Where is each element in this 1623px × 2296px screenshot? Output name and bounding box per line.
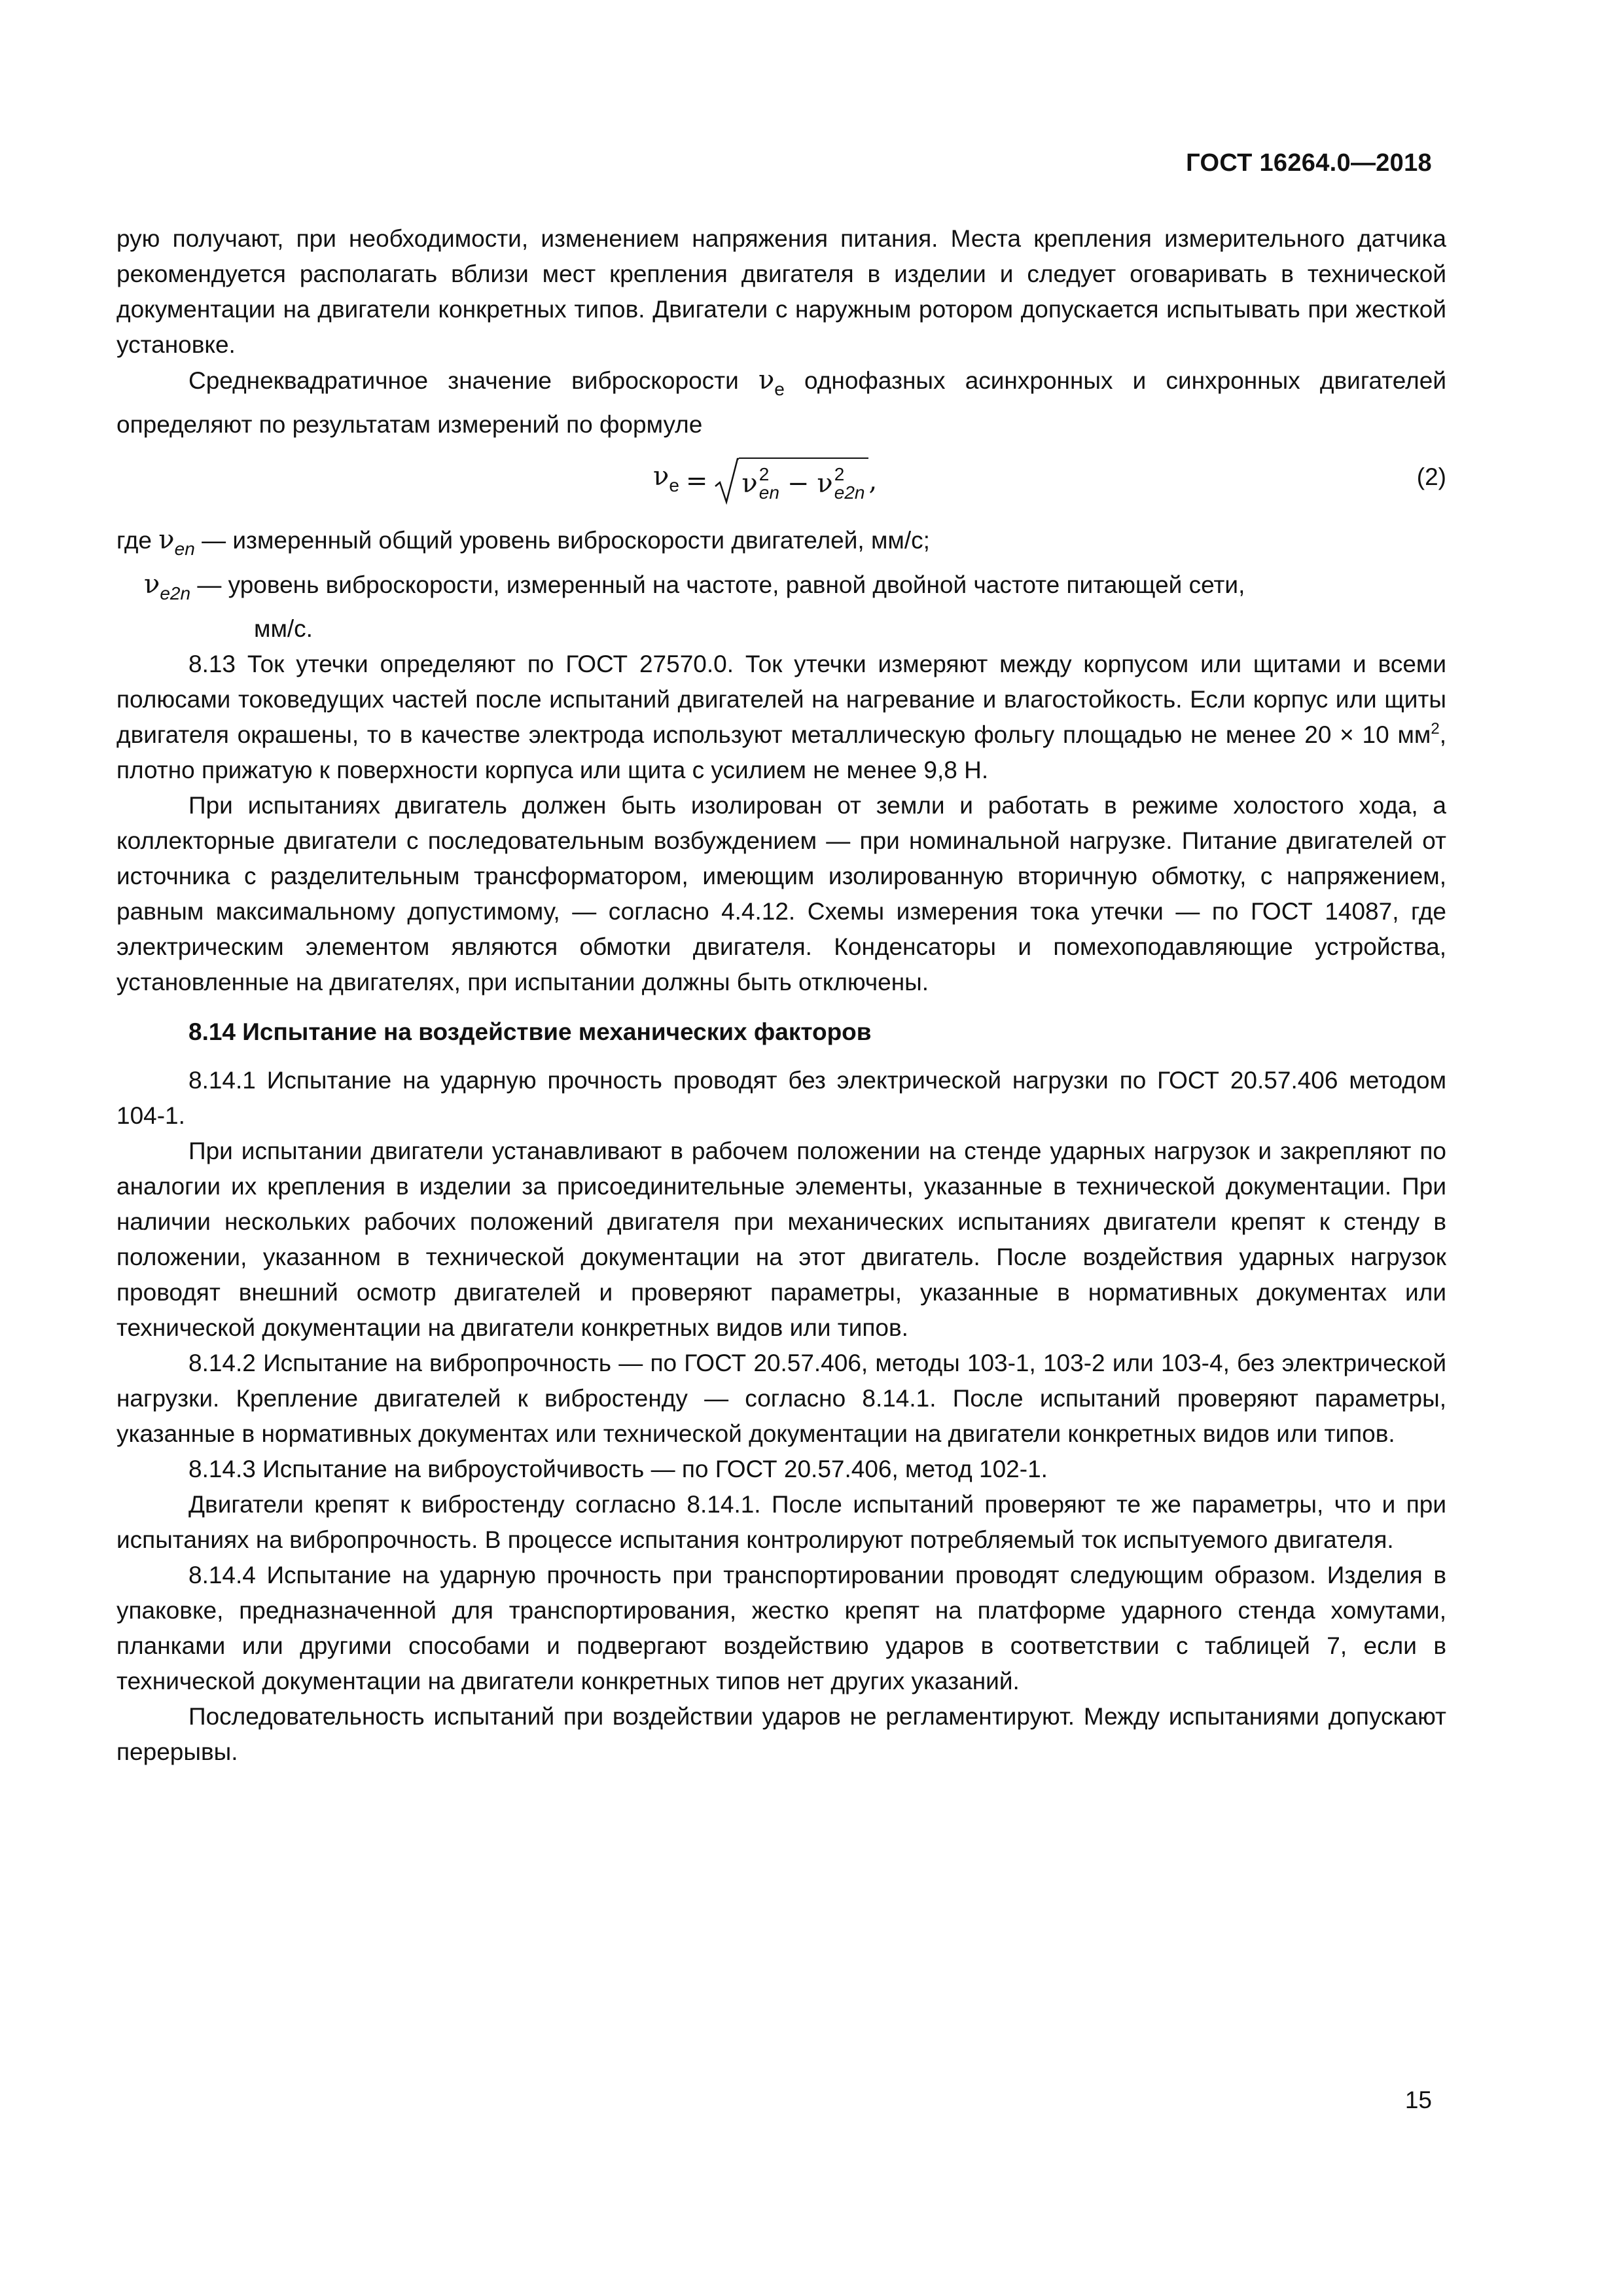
paragraph-8-14-4-continued: Последовательность испытаний при воздействии ударов не регламентируют. Между испытаниями допускают перерывы. (116, 1703, 1446, 1765)
where-desc: — уровень виброскорости, измеренный на частоте, равной двойной частоте питающей сети, (197, 571, 1245, 598)
variable-ven: $\nu_{en}$ (158, 525, 195, 559)
paragraph-continuation: рую получают, при необходимости, изменением напряжения питания. Места крепления измерительного датчика рекомендуется располагать вблизи мест крепления двигателя в изделии и следует оговаривать в технической документации на двигатели конкретных типов. Двигатели с наружным ротором допускается испытывать при жесткой установке. (116, 225, 1446, 358)
paragraph-8-14-3-continued: Двигатели крепят к вибростенду согласно 8.14.1. После испытаний проверяют те же параметры, что и при испытаниях на вибропрочность. В процессе испытания контролируют потребляемый ток испытуемого двигателя. (116, 1491, 1446, 1553)
where-desc: — измеренный общий уровень виброскорости двигателей, мм/с; (202, 527, 930, 554)
paragraph-8-13: 8.13 Ток утечки определяют по ГОСТ 27570.0. Ток утечки измеряют между корпусом или щитами и всеми полюсами токоведущих частей после испытаний двигателей на нагревание и влагостойкость. Если корпус или щиты двигателя окрашены, то в качестве электрода используют металлическую фольгу площадью не менее 20 × 10 $мм^2$, плотно прижатую к поверхности корпуса или щита с усилием не менее 9,8 Н. (116, 651, 1446, 783)
where-row-ve2n-cont: мм/с. (254, 615, 313, 642)
paragraph-text: Среднеквадратичное значение виброскорости (188, 367, 739, 394)
where-lead: где (116, 527, 152, 554)
formula-sqrt (714, 457, 868, 505)
section-heading-8-14: 8.14 Испытание на воздействие механических факторов (188, 1018, 872, 1045)
paragraph-8-14-3: 8.14.3 Испытание на виброустойчивость — по ГОСТ 20.57.406, метод 102-1. (188, 1456, 1048, 1482)
paragraph-8-14-1: 8.14.1 Испытание на ударную прочность проводят без электрической нагрузки по ГОСТ 20.57.406 методом 104-1. (116, 1067, 1446, 1129)
document-header: ГОСТ 16264.0—2018 (1186, 149, 1432, 177)
formula-row (116, 445, 1446, 522)
document-body (116, 221, 1446, 1770)
page-number: 15 (1404, 2087, 1432, 2113)
variable-ve: $\nu_e$ (758, 365, 785, 399)
paragraph-8-13-continued: При испытаниях двигатель должен быть изолирован от земли и работать в режиме холостого хода, а коллекторные двигатели с последовательным возбуждением — при номинальной нагрузке. Питание двигателей от источника с разделительным трансформатором, имеющим изолированную вторичную обмотку, с напряжением, равным максимальному допустимому, — согласно 4.4.12. Схемы измерения тока утечки — по ГОСТ 14087, где электрическим элементом являются обмотки двигателя. Конденсаторы и помехоподавляющие устройства, установленные на двигателях, при испытании должны быть отключены. (116, 792, 1446, 996)
paragraph-rms-velocity (116, 363, 1446, 442)
variable-ve2n: $\nu_{e2n}$ (144, 569, 191, 603)
formula-comma: , (868, 466, 878, 496)
paragraph-text: однофазных асинхронных и синхронных двигателей определяют по результатам измерений по формуле (116, 367, 1446, 438)
radical-sign-icon (714, 457, 739, 505)
paragraph-8-14-4: 8.14.4 Испытание на ударную прочность при транспортировании проводят следующим образом. Изделия в упаковке, предназначенной для транспортирования, жестко крепят на платформе ударного стенда хомутами, планками или другими способами и подвергают воздействию ударов в соответствии с таблицей 7, если в технической документации на двигатели конкретных типов нет других указаний. (116, 1562, 1446, 1695)
where-row-ve2n (116, 567, 1446, 611)
paragraph-8-14-1-continued: При испытании двигатели устанавливают в рабочем положении на стенде ударных нагрузок и закрепляют по аналогии их крепления в изделии за присоединительные элементы, указанные в технической документации. При наличии нескольких рабочих положений двигателя при механических испытаниях двигатели крепят к стенду в положении, указанном в технической документации на этот двигатель. После воздействия ударных нагрузок проводят внешний осмотр двигателей и проверяют параметры, указанные в нормативных документах или технической документации на двигатели конкретных видов или типов. (116, 1138, 1446, 1341)
formula-equals: = (685, 466, 708, 496)
formula-2 (653, 458, 877, 504)
formula-number: (2) (1416, 463, 1446, 490)
formula-lhs: $\nu_e$ (653, 461, 679, 495)
where-row-ven (116, 522, 1446, 567)
paragraph-8-14-2: 8.14.2 Испытание на вибропрочность — по ГОСТ 20.57.406, методы 103-1, 103-2 или 103-4, без электрической нагрузки. Крепление двигателей к вибростенду — согласно 8.14.1. После испытаний проверяют параметры, указанные в нормативных документах или технической документации на двигатели конкретных видов или типов. (116, 1350, 1446, 1447)
where-block (116, 522, 1446, 647)
formula-radicand: ν 2 en − ν 2 e2n (739, 457, 868, 505)
